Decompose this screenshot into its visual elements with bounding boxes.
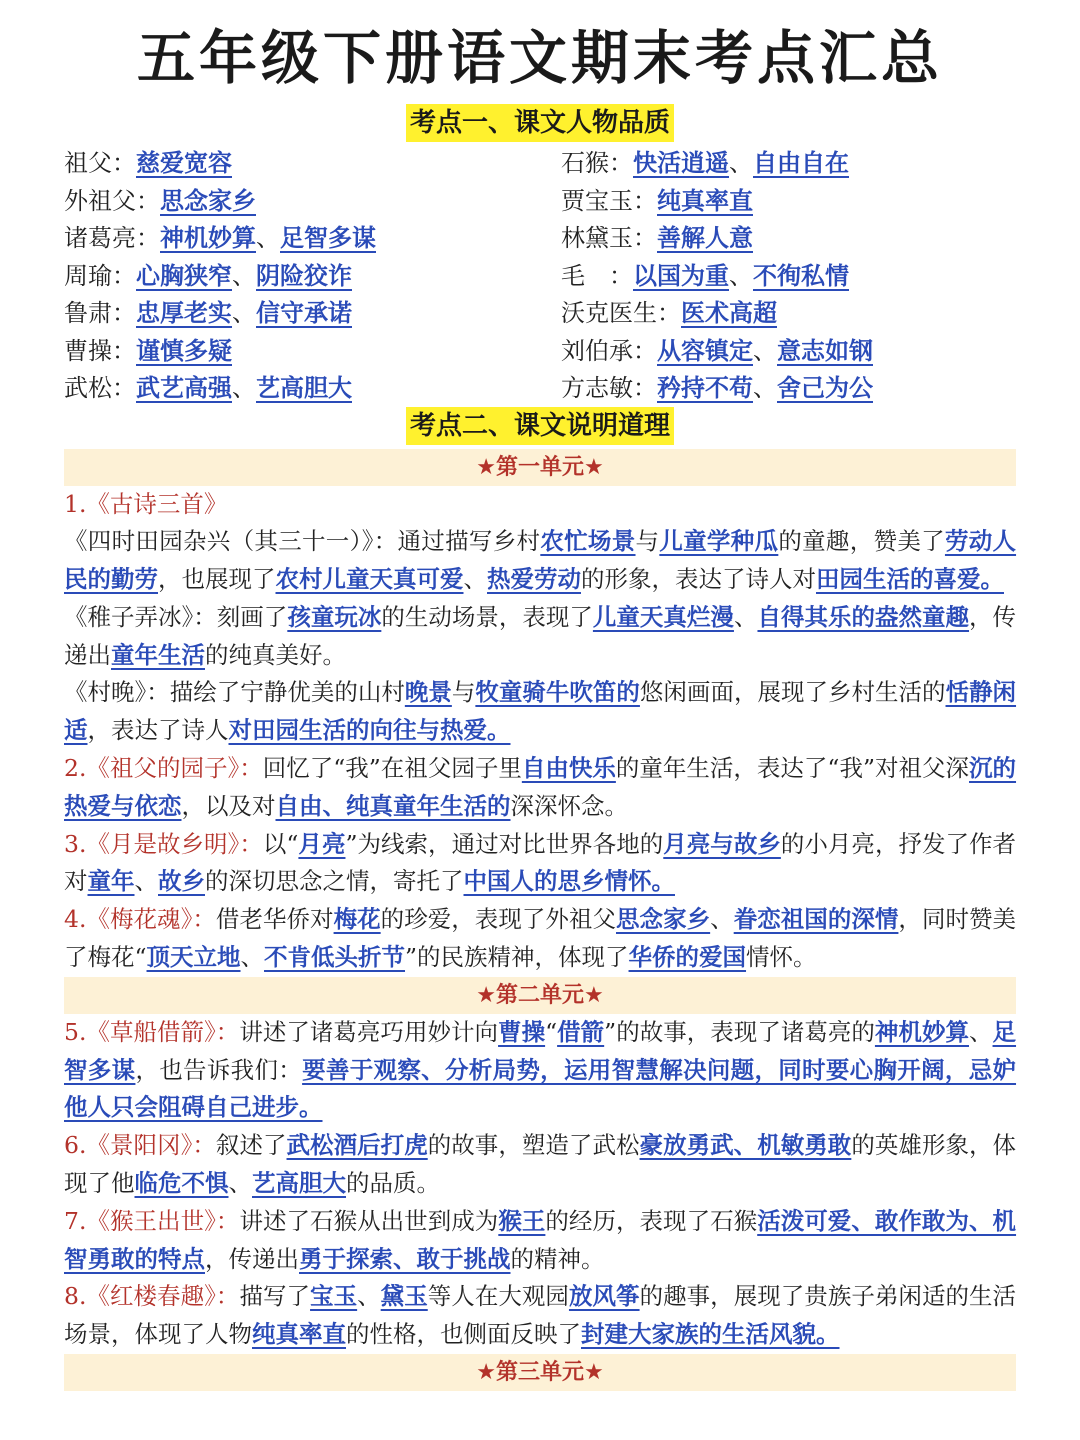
trait-row-left bbox=[64, 144, 561, 182]
separator: 、 bbox=[232, 374, 256, 402]
text-segment: 的英雄形象，体现了他 bbox=[64, 1131, 1017, 1198]
lesson-paragraph bbox=[64, 750, 1016, 826]
character-trait: 以国为重 bbox=[633, 260, 729, 290]
text-segment: 的深切思念之情，寄托了 bbox=[205, 867, 464, 896]
character-trait: 快活逍遥 bbox=[633, 148, 729, 177]
lesson-paragraph bbox=[64, 674, 1016, 750]
traits-left-column bbox=[64, 144, 561, 407]
character-name: 周瑜： bbox=[64, 261, 136, 290]
key-point: 农忙场景 bbox=[540, 527, 636, 556]
key-point: 童年生活 bbox=[111, 640, 205, 669]
character-name: 武松： bbox=[64, 374, 136, 402]
key-point: 武松酒后打虎 bbox=[286, 1131, 428, 1160]
key-point: 中国人的思乡情怀。 bbox=[463, 867, 675, 896]
key-point: 自由快乐 bbox=[521, 754, 616, 783]
text-segment: 、 bbox=[733, 602, 758, 631]
key-point: 童年 bbox=[87, 867, 135, 896]
text-segment: 的经历，表现了石猴 bbox=[545, 1206, 758, 1235]
key-point: 热爱劳动 bbox=[487, 565, 581, 594]
key-point: 活泼可爱、敢作敢为、机智勇敢的特点 bbox=[64, 1206, 1017, 1273]
key-point: 月亮与故乡 bbox=[663, 829, 781, 858]
key-point: 田园生活的喜爱。 bbox=[816, 565, 1004, 594]
text-segment: ，传递出 bbox=[64, 602, 1017, 669]
character-trait: 意志如钢 bbox=[777, 335, 873, 365]
trait-row-right bbox=[561, 332, 1061, 370]
key-point: 梅花 bbox=[333, 905, 381, 934]
lesson-paragraph bbox=[64, 523, 1016, 599]
text-segment: 、 bbox=[710, 905, 734, 934]
lesson-title: 1.《古诗三首》 bbox=[64, 489, 228, 518]
trait-row-left bbox=[64, 369, 561, 407]
trait-row-right bbox=[561, 219, 1061, 257]
key-point: 劳动人民的勤劳 bbox=[64, 527, 1017, 594]
section1-heading bbox=[0, 104, 1080, 144]
lesson-paragraph bbox=[64, 1014, 1016, 1127]
lesson-paragraph bbox=[64, 1278, 1016, 1354]
lesson-units bbox=[0, 447, 1080, 1392]
key-point: 晚景 bbox=[404, 678, 452, 707]
key-point: 不肯低头折节 bbox=[264, 943, 406, 972]
key-point: 勇于探索、敢于挑战 bbox=[299, 1244, 511, 1273]
trait-row-left bbox=[64, 257, 561, 295]
text-segment: 借老华侨对 bbox=[215, 905, 334, 934]
key-point: 临危不惧 bbox=[134, 1169, 229, 1198]
text-segment: ”为线索，通过对比世界各地的 bbox=[345, 829, 664, 858]
key-point: 封建大家族的生活风貌。 bbox=[581, 1320, 840, 1349]
character-trait: 忠厚老实 bbox=[136, 298, 232, 327]
text-segment: 的小月亮，抒发了作者对 bbox=[64, 829, 1017, 896]
lesson-paragraph bbox=[64, 1127, 1016, 1203]
trait-row-left bbox=[64, 332, 561, 370]
key-point: 艺高胆大 bbox=[252, 1169, 346, 1198]
separator: 、 bbox=[753, 374, 777, 402]
character-trait: 从容镇定 bbox=[657, 335, 753, 365]
traits-right-column bbox=[561, 144, 1061, 407]
separator: 、 bbox=[232, 261, 256, 290]
separator: 、 bbox=[256, 224, 280, 252]
text-segment: 描写了 bbox=[239, 1282, 311, 1311]
key-point: 顶天立地 bbox=[146, 943, 241, 972]
key-point: 借箭 bbox=[557, 1017, 605, 1046]
key-point: 自由、纯真童年生活的 bbox=[275, 791, 511, 820]
text-segment: 、 bbox=[463, 565, 487, 594]
separator: 、 bbox=[729, 149, 753, 177]
text-segment: ”的故事，表现了诸葛亮的 bbox=[604, 1017, 875, 1046]
text-segment: 的精神。 bbox=[510, 1244, 605, 1273]
text-segment: 的生动场景，表现了 bbox=[381, 602, 593, 631]
text-segment: 的故事，塑造了武松 bbox=[427, 1131, 640, 1160]
key-point: 农村儿童天真可爱 bbox=[275, 565, 464, 594]
character-trait: 医术高超 bbox=[681, 298, 777, 327]
key-point: 儿童天真烂漫 bbox=[592, 602, 734, 631]
text-segment: 的童年生活，表达了“我”对祖父深 bbox=[615, 754, 970, 783]
lesson-title: 4.《梅花魂》： bbox=[64, 905, 216, 934]
character-trait: 善解人意 bbox=[657, 223, 753, 252]
text-segment: 悠闲画面，展现了乡村生活的 bbox=[639, 678, 946, 707]
character-trait: 信守承诺 bbox=[256, 298, 352, 327]
text-segment: 与 bbox=[451, 678, 476, 707]
text-segment: ，也展现了 bbox=[158, 565, 276, 594]
text-segment: ，同时赞美了梅花“ bbox=[64, 905, 1017, 972]
character-name: 诸葛亮： bbox=[64, 224, 160, 252]
text-segment: 与 bbox=[635, 527, 660, 556]
character-trait: 心胸狭窄 bbox=[136, 260, 232, 290]
character-name: 祖父： bbox=[64, 149, 136, 177]
key-point: 宝玉 bbox=[310, 1282, 358, 1311]
text-segment: 、 bbox=[357, 1282, 381, 1311]
key-point: 足智多谋 bbox=[64, 1017, 1017, 1084]
text-segment: 的性格，也侧面反映了 bbox=[346, 1320, 581, 1349]
character-trait: 阴险狡诈 bbox=[256, 260, 352, 290]
text-segment: 的珍爱，表现了外祖父 bbox=[380, 905, 616, 934]
key-point: 黛玉 bbox=[380, 1282, 428, 1311]
section2-heading bbox=[0, 407, 1080, 447]
separator: 、 bbox=[729, 261, 753, 290]
text-segment: 的形象，表达了诗人对 bbox=[581, 565, 816, 594]
text-segment: 的趣事，展现了贵族子弟闲适的生活场景，体现了人物 bbox=[64, 1282, 1017, 1349]
text-segment: 《四时田园杂兴（其三十一）》：通过描写乡村 bbox=[64, 527, 541, 556]
lesson-title: 7.《猴王出世》： bbox=[64, 1206, 240, 1235]
text-segment: ，也告诉我们： bbox=[135, 1055, 303, 1084]
character-name: 鲁肃： bbox=[64, 299, 136, 327]
text-segment: 以“ bbox=[262, 829, 299, 858]
character-name: 贾宝玉： bbox=[561, 186, 657, 215]
trait-row-right bbox=[561, 182, 1061, 220]
character-name: 石猴： bbox=[561, 149, 633, 177]
text-segment: 的纯真美好。 bbox=[205, 640, 346, 669]
lesson-title: 2.《祖父的园子》： bbox=[64, 754, 263, 783]
text-segment: 回忆了“我”在祖父园子里 bbox=[262, 754, 522, 783]
page-title: 五年级下册语文期末考点汇总 bbox=[136, 24, 943, 92]
text-segment: 等人在大观园 bbox=[427, 1282, 569, 1311]
trait-row-right bbox=[561, 257, 1061, 295]
key-point: 儿童学种瓜 bbox=[659, 527, 779, 556]
character-trait: 纯真率直 bbox=[657, 185, 753, 215]
text-segment: 的童趣，赞美了 bbox=[778, 527, 945, 556]
section2-heading-text: 考点二、课文说明道理 bbox=[406, 407, 674, 445]
section1-heading-text: 考点一、课文人物品质 bbox=[406, 104, 674, 142]
trait-row-left bbox=[64, 294, 561, 332]
trait-row-right bbox=[561, 369, 1061, 407]
key-point: 恬静闲适 bbox=[64, 678, 1017, 745]
character-name: 毛 ： bbox=[561, 261, 633, 290]
lesson-paragraph bbox=[64, 486, 1016, 524]
character-trait: 神机妙算 bbox=[160, 223, 256, 252]
lesson-title: 5.《草船借箭》： bbox=[64, 1017, 240, 1046]
text-segment: 情怀。 bbox=[746, 943, 817, 972]
lesson-title: 3.《月是故乡明》： bbox=[64, 829, 263, 858]
trait-row-left bbox=[64, 219, 561, 257]
key-point: 神机妙算 bbox=[874, 1017, 969, 1046]
lesson-title: 8.《红楼春趣》： bbox=[64, 1282, 240, 1311]
unit-banner: ★第三单元★ bbox=[64, 1354, 1016, 1391]
character-traits-grid bbox=[0, 144, 1080, 407]
text-segment: 、 bbox=[228, 1169, 252, 1198]
lesson-paragraph bbox=[64, 826, 1016, 902]
separator: 、 bbox=[753, 336, 777, 365]
key-point: 放风筝 bbox=[568, 1282, 640, 1311]
key-point: 眷恋祖国的深情 bbox=[733, 905, 899, 934]
character-trait: 慈爱宽容 bbox=[136, 148, 232, 177]
text-segment: ，以及对 bbox=[181, 791, 276, 820]
text-segment: 深深怀念。 bbox=[510, 791, 628, 820]
key-point: 自得其乐的盎然童趣 bbox=[757, 602, 970, 631]
key-point: 豪放勇武、机敏勇敢 bbox=[639, 1131, 852, 1160]
text-segment: 的品质。 bbox=[346, 1169, 440, 1198]
key-point: 对田园生活的向往与热爱。 bbox=[228, 716, 511, 745]
text-segment: ”的民族精神，体现了 bbox=[405, 943, 629, 972]
text-segment: 《稚子弄冰》：刻画了 bbox=[64, 602, 288, 631]
unit-banner: ★第二单元★ bbox=[64, 977, 1016, 1014]
text-segment: 、 bbox=[969, 1017, 993, 1046]
key-point: 牧童骑牛吹笛的 bbox=[475, 678, 640, 707]
key-point: 沉的热爱与依恋 bbox=[64, 754, 1017, 820]
text-segment: ，传递出 bbox=[205, 1244, 299, 1273]
character-trait: 矜持不苟 bbox=[657, 373, 753, 402]
character-trait: 谨慎多疑 bbox=[136, 335, 232, 365]
key-point: 要善于观察、分析局势，运用智慧解决问题，同时要心胸开阔，忌妒他人只会阻碍自己进步。 bbox=[64, 1055, 1017, 1122]
key-point: 曹操 bbox=[498, 1017, 546, 1046]
key-point: 华侨的爱国 bbox=[628, 943, 747, 972]
character-trait: 艺高胆大 bbox=[256, 373, 352, 402]
text-segment: 讲述了诸葛亮巧用妙计向 bbox=[239, 1017, 499, 1046]
character-name: 林黛玉： bbox=[561, 224, 657, 252]
key-point: 猴王 bbox=[498, 1206, 546, 1235]
trait-row-left bbox=[64, 182, 561, 220]
separator: 、 bbox=[232, 299, 256, 327]
lesson-paragraph bbox=[64, 901, 1016, 977]
character-trait: 不徇私情 bbox=[753, 260, 849, 290]
text-segment: ，表达了诗人 bbox=[87, 716, 229, 745]
character-trait: 思念家乡 bbox=[160, 185, 256, 215]
text-segment: 叙述了 bbox=[215, 1131, 287, 1160]
text-segment: 讲述了石猴从出世到成为 bbox=[239, 1206, 499, 1235]
character-name: 方志敏： bbox=[561, 374, 657, 402]
character-name: 沃克医生： bbox=[561, 299, 681, 327]
trait-row-right bbox=[561, 294, 1061, 332]
key-point: 月亮 bbox=[298, 829, 346, 858]
text-segment: 《村晚》：描绘了宁静优美的山村 bbox=[64, 678, 405, 707]
character-trait: 武艺高强 bbox=[136, 373, 232, 402]
key-point: 纯真率直 bbox=[252, 1320, 346, 1349]
text-segment: “ bbox=[545, 1017, 558, 1046]
character-name: 刘伯承： bbox=[561, 336, 657, 365]
character-trait: 舍己为公 bbox=[777, 373, 873, 402]
lesson-paragraph bbox=[64, 1203, 1016, 1279]
trait-row-right bbox=[561, 144, 1061, 182]
lesson-paragraph bbox=[64, 599, 1016, 675]
character-trait: 自由自在 bbox=[753, 148, 849, 177]
character-name: 曹操： bbox=[64, 336, 136, 365]
unit-banner: ★第一单元★ bbox=[64, 449, 1016, 486]
text-segment: 、 bbox=[240, 943, 265, 972]
character-name: 外祖父： bbox=[64, 186, 160, 215]
text-segment: 、 bbox=[134, 867, 158, 896]
character-trait: 足智多谋 bbox=[280, 223, 376, 252]
lesson-title: 6.《景阳冈》： bbox=[64, 1131, 216, 1160]
key-point: 思念家乡 bbox=[616, 905, 711, 934]
key-point: 故乡 bbox=[158, 867, 205, 896]
key-point: 孩童玩冰 bbox=[287, 602, 382, 631]
